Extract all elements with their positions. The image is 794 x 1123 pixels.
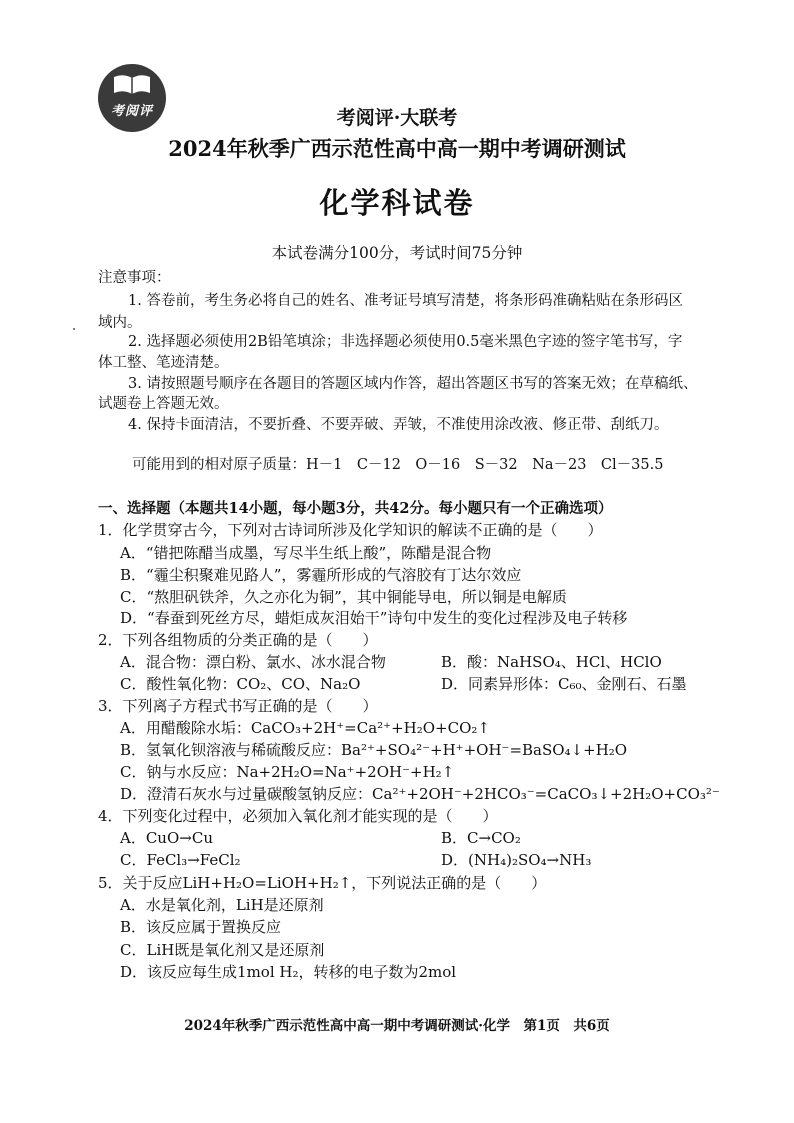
option-a: A．CuO→Cu bbox=[120, 829, 213, 847]
option-d: D．该反应每生成1mol H₂，转移的电子数为2mol bbox=[120, 963, 457, 981]
exam-info: 本试卷满分100分，考试时间75分钟 bbox=[271, 244, 523, 262]
notice-line: 1. 答卷前，考生务必将自己的姓名、准考证号填写清楚，将条形码准确粘贴在条形码区 bbox=[128, 293, 683, 309]
option-b: B．“霾尘积聚难见路人”，雾霾所形成的气溶胶有丁达尔效应 bbox=[120, 566, 522, 584]
option-a: A．用醋酸除水垢：CaCO₃+2H⁺=Ca²⁺+H₂O+CO₂↑ bbox=[120, 719, 490, 737]
atomic-masses: 可能用到的相对原子质量：H－1 C－12 O－16 S－32 Na－23 Cl－35.5 bbox=[132, 457, 664, 473]
option-b: B．C→CO₂ bbox=[441, 829, 521, 847]
notice-line: 体工整、笔迹清楚。 bbox=[98, 355, 229, 371]
book-icon bbox=[112, 73, 152, 95]
option-c: C．“熬胆矾铁斧，久之亦化为铜”，其中铜能导电，所以铜是电解质 bbox=[120, 588, 567, 606]
exam-subtitle: 考阅评·大联考 bbox=[336, 107, 458, 129]
notice-heading: 注意事项： bbox=[98, 270, 171, 286]
option-c: C．FeCl₃→FeCl₂ bbox=[120, 851, 241, 869]
page-footer: 2024年秋季广西示范性高中高一期中考调研测试·化学 第1页 共6页 bbox=[184, 1018, 610, 1034]
option-d: D．(NH₄)₂SO₄→NH₃ bbox=[441, 851, 592, 869]
logo-text: 考阅评 bbox=[110, 104, 153, 119]
question-stem: 3．下列离子方程式书写正确的是（ ） bbox=[98, 697, 378, 715]
notice-line: 4. 保持卡面清洁，不要折叠、不要弄破、弄皱，不准使用涂改液、修正带、刮纸刀。 bbox=[128, 417, 669, 433]
question-stem: 1．化学贯穿古今，下列对古诗词所涉及化学知识的解读不正确的是（ ） bbox=[98, 521, 603, 539]
option-d: D．“春蚕到死丝方尽，蜡炬成灰泪始干”诗句中发生的变化过程涉及电子转移 bbox=[120, 609, 628, 627]
question-stem: 5．关于反应LiH+H₂O=LiOH+H₂↑，下列说法正确的是（ ） bbox=[98, 874, 547, 892]
notice-line: 域内。 bbox=[98, 315, 142, 331]
option-b: B．酸：NaHSO₄、HCl、HClO bbox=[441, 653, 662, 671]
option-d: D．澄清石灰水与过量碳酸氢钠反应：Ca²⁺+2OH⁻+2HCO₃⁻=CaCO₃↓+2H₂O+CO₃²⁻ bbox=[120, 785, 720, 803]
scan-speck bbox=[73, 328, 75, 330]
option-b: B．该反应属于置换反应 bbox=[120, 918, 282, 936]
option-a: A．混合物：漂白粉、氯水、冰水混合物 bbox=[120, 653, 386, 671]
exam-title: 2024年秋季广西示范性高中高一期中考调研测试 bbox=[168, 136, 626, 161]
notice-line: 2. 选择题必须使用2B铅笔填涂；非选择题必须使用0.5毫米黑色字迹的签字笔书写，字 bbox=[128, 334, 683, 350]
option-a: A．“错把陈醋当成墨，写尽半生纸上酸”，陈醋是混合物 bbox=[120, 544, 492, 562]
option-b: B．氢氧化钡溶液与稀硫酸反应：Ba²⁺+SO₄²⁻+H⁺+OH⁻=BaSO₄↓+H₂O bbox=[120, 741, 628, 759]
question-stem: 2．下列各组物质的分类正确的是（ ） bbox=[98, 631, 378, 649]
notice-line: 试题卷上答题无效。 bbox=[98, 396, 229, 412]
option-d: D．同素异形体：C₆₀、金刚石、石墨 bbox=[441, 675, 687, 693]
section-heading: 一、选择题（本题共14小题，每小题3分，共42分。每小题只有一个正确选项） bbox=[98, 500, 613, 517]
option-c: C．酸性氧化物：CO₂、CO、Na₂O bbox=[120, 675, 361, 693]
option-a: A．水是氧化剂，LiH是还原剂 bbox=[120, 896, 324, 914]
option-c: C．钠与水反应：Na+2H₂O=Na⁺+2OH⁻+H₂↑ bbox=[120, 763, 455, 781]
option-c: C．LiH既是氧化剂又是还原剂 bbox=[120, 941, 325, 959]
notice-line: 3. 请按照题号顺序在各题目的答题区域内作答，超出答题区书写的答案无效；在草稿纸、 bbox=[128, 376, 698, 392]
question-stem: 4．下列变化过程中，必须加入氧化剂才能实现的是（ ） bbox=[98, 807, 498, 825]
paper-title: 化学科试卷 bbox=[319, 186, 475, 220]
